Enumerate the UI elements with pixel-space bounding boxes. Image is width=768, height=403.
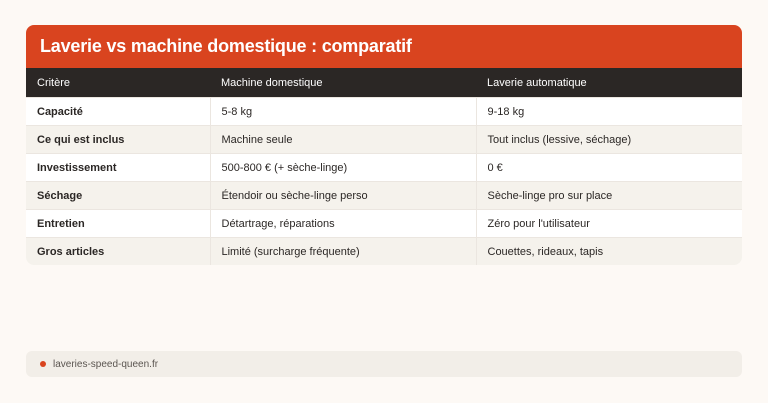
laundromat-cell: Tout inclus (lessive, séchage)	[476, 126, 742, 154]
criterion-cell: Entretien	[26, 210, 210, 238]
home-machine-cell: Machine seule	[210, 126, 476, 154]
column-header-laundromat: Laverie automatique	[476, 68, 742, 98]
home-machine-cell: 500-800 € (+ sèche-linge)	[210, 154, 476, 182]
page-title: Laverie vs machine domestique : comparatif	[40, 36, 412, 56]
criterion-cell: Gros articles	[26, 238, 210, 266]
laundromat-cell: Zéro pour l'utilisateur	[476, 210, 742, 238]
home-machine-cell: Étendoir ou sèche-linge perso	[210, 182, 476, 210]
comparison-table	[26, 68, 742, 265]
laundromat-cell: 0 €	[476, 154, 742, 182]
table-row	[26, 210, 742, 238]
table-header-row	[26, 68, 742, 98]
criterion-cell: Séchage	[26, 182, 210, 210]
criterion-cell: Capacité	[26, 98, 210, 126]
criterion-cell: Ce qui est inclus	[26, 126, 210, 154]
table-row	[26, 182, 742, 210]
column-header-criterion: Critère	[26, 68, 210, 98]
home-machine-cell: Limité (surcharge fréquente)	[210, 238, 476, 266]
laundromat-cell: Couettes, rideaux, tapis	[476, 238, 742, 266]
comparison-card	[26, 25, 742, 265]
home-machine-cell: Détartrage, réparations	[210, 210, 476, 238]
home-machine-cell: 5-8 kg	[210, 98, 476, 126]
table-row	[26, 126, 742, 154]
criterion-cell: Investissement	[26, 154, 210, 182]
footer-url: laveries-speed-queen.fr	[53, 358, 159, 370]
bullet-dot-icon	[40, 361, 46, 367]
table-row	[26, 238, 742, 266]
footer	[26, 351, 742, 377]
column-header-home-machine: Machine domestique	[210, 68, 476, 98]
table-row	[26, 154, 742, 182]
table-row	[26, 98, 742, 126]
card-header	[26, 25, 742, 68]
laundromat-cell: 9-18 kg	[476, 98, 742, 126]
laundromat-cell: Sèche-linge pro sur place	[476, 182, 742, 210]
